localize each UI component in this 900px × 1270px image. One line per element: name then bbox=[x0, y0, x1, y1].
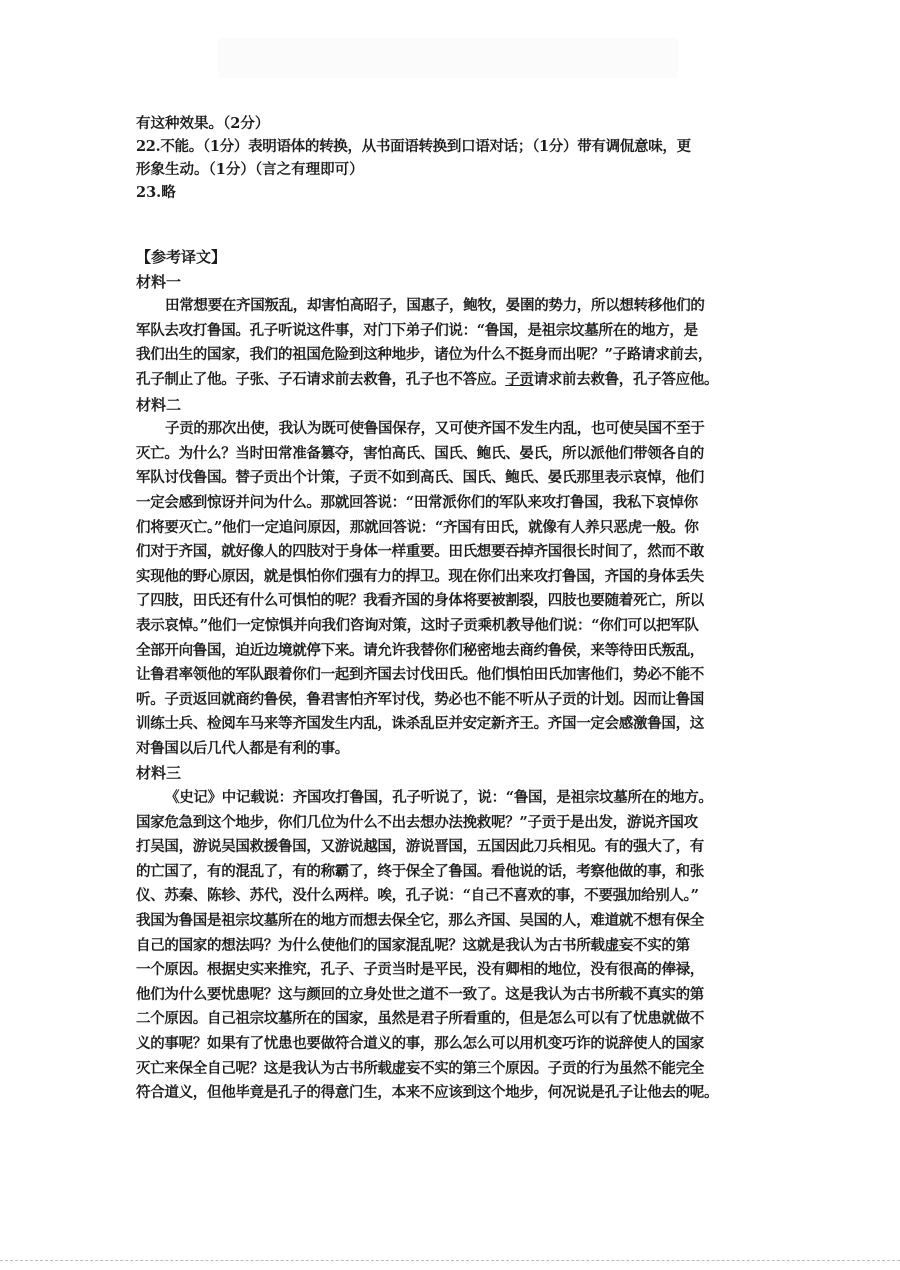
material-2-line: 们对于齐国，就好像人的四肢对于身体一样重要。田氏想要吞掉齐国很长时间了，然而不敢 bbox=[136, 543, 704, 561]
material-3-line: 国家危急到这个地步，你们几位为什么不出去想办法挽救呢？”子贡于是出发，游说齐国攻 bbox=[136, 813, 698, 831]
page-bottom-divider bbox=[0, 1260, 900, 1261]
underlined-name: 子贡 bbox=[505, 370, 534, 388]
material-2-line: 对鲁国以后几代人都是有利的事。 bbox=[136, 739, 349, 757]
material-3-line: 二个原因。自己祖宗坟墓所在的国家，虽然是君子所看重的，但是怎么可以有了忧患就做不 bbox=[136, 1010, 704, 1028]
material-1-line: 军队去攻打鲁国。孔子听说这件事，对门下弟子们说：“鲁国，是祖宗坟墓所在的地方，是 bbox=[136, 321, 698, 339]
material-2-heading: 材料二 bbox=[136, 395, 182, 414]
material-3-line: 义的事呢？如果有了忧患也要做符合道义的事，那么怎么可以用机变巧诈的说辞使人的国家 bbox=[136, 1035, 704, 1052]
material-3-line: 的亡国了，有的混乱了，有的称霸了，终于保全了鲁国。看他说的话，考察他做的事，和张 bbox=[136, 862, 704, 880]
material-3-line: 仪、苏秦、陈轸、苏代，没什么两样。唉，孔子说：“自己不喜欢的事，不要强加给别人。” bbox=[136, 887, 699, 905]
material-3-line: 他们为什么要忧患呢？这与颜回的立身处世之道不一致了。这是我认为古书所载不真实的第 bbox=[136, 985, 704, 1003]
document-page bbox=[136, 112, 768, 1106]
material-1-heading: 材料一 bbox=[136, 272, 182, 291]
material-3-line: 打吴国，游说吴国救援鲁国，又游说越国，游说晋国，五国因此刀兵相见。有的强大了，有 bbox=[136, 838, 704, 856]
material-2-line: 军队讨伐鲁国。替子贡出个计策，子贡不如到高氏、国氏、鲍氏、晏氏那里表示哀悼，他们 bbox=[136, 469, 704, 487]
material-3-line: 灭亡来保全自己呢？这是我认为古书所载虚妄不实的第三个原因。子贡的行为虽然不能完全 bbox=[136, 1059, 704, 1077]
material-2-line: 子贡的那次出使，我认为既可使鲁国保存，又可使齐国不发生内乱，也可使吴国不至于 bbox=[165, 420, 705, 438]
material-2-line: 表示哀悼。”他们一定惊惧并向我们咨询对策，这时子贡乘机教导他们说：“你们可以把军队 bbox=[136, 616, 699, 634]
material-3-line: 《史记》中记载说：齐国攻打鲁国，孔子听说了，说：“鲁国，是祖宗坟墓所在的地方。 bbox=[165, 789, 713, 807]
material-1-text: 请求前去救鲁，孔子答应他。 bbox=[533, 370, 719, 388]
material-2-line: 让鲁君率领他的军队跟着你们一起到齐国去讨伐田氏。他们惧怕田氏加害他们，势必不能不 bbox=[136, 666, 704, 684]
material-1-line: 田常想要在齐国叛乱，却害怕高昭子，国惠子，鲍牧，晏圉的势力，所以想转移他们的 bbox=[165, 297, 705, 315]
material-3-heading: 材料三 bbox=[136, 764, 182, 783]
answer-22: 22.不能。（1分）表明语体的转换，从书面语转换到口语对话；（1分）带有调侃意味，更 bbox=[136, 138, 691, 155]
material-2-line: 了四肢，田氏还有什么可惧怕的呢？我看齐国的身体将要被割裂，四肢也要随着死亡，所以 bbox=[136, 592, 704, 610]
answer-23: 23.略 bbox=[136, 184, 176, 201]
material-2-line: 训练士兵、检阅车马来等齐国发生内乱，诛杀乱臣并安定新齐王。齐国一定会感激鲁国，这 bbox=[136, 715, 704, 733]
material-3-line: 我国为鲁国是祖宗坟墓所在的地方而想去保全它，那么齐国、吴国的人，难道就不想有保全 bbox=[136, 912, 704, 930]
answer-line-1: 有这种效果。（2分） bbox=[136, 115, 270, 132]
material-2-line: 灭亡。为什么？当时田常准备篡夺，害怕高氏、国氏、鲍氏、晏氏，所以派他们带领各自的 bbox=[136, 444, 704, 462]
material-2-line: 全部开向鲁国，迫近边境就停下来。请允许我替你们秘密地去商约鲁侯，来等待田氏叛乱， bbox=[136, 641, 704, 659]
material-2-line: 听。子贡返回就商约鲁侯，鲁君害怕齐军讨伐，势必也不能不听从子贡的计划。因而让鲁国 bbox=[136, 690, 704, 708]
material-1-line: 我们出生的国家，我们的祖国危险到这种地步，诸位为什么不挺身而出呢？”子路请求前去， bbox=[136, 346, 713, 364]
translation-title: 【参考译文】 bbox=[136, 248, 227, 266]
material-1-line-last bbox=[136, 368, 768, 393]
material-3-line: 符合道义，但他毕竟是孔子的得意门生，本来不应该到这个地步，何况说是孔子让他去的呢。 bbox=[136, 1084, 719, 1102]
material-2-line: 们将要灭亡。”他们一定追问原因，那就回答说：“齐国有田氏，就像有人养只恶虎一般。你 bbox=[136, 518, 699, 536]
material-2-line: 实现他的野心原因，就是惧怕你们强有力的捍卫。现在你们出来攻打鲁国，齐国的身体丢失 bbox=[136, 567, 704, 585]
header-band bbox=[218, 38, 678, 78]
material-1-text: 孔子制止了他。子张、子石请求前去救鲁，孔子也不答应。 bbox=[136, 370, 506, 388]
answer-22-continued: 形象生动。（1分）（言之有理即可） bbox=[136, 161, 364, 178]
material-3-line: 自己的国家的想法吗？为什么使他们的国家混乱呢？这就是我认为古书所载虚妄不实的第 bbox=[136, 936, 690, 954]
material-2-line: 一定会感到惊讶并问为什么。那就回答说：“田常派你们的军队来攻打鲁国，我私下哀悼你 bbox=[136, 493, 698, 511]
material-3-line: 一个原因。根据史实来推究，孔子、子贡当时是平民，没有卿相的地位，没有很高的俸禄， bbox=[136, 961, 704, 979]
answer-section bbox=[136, 112, 768, 204]
